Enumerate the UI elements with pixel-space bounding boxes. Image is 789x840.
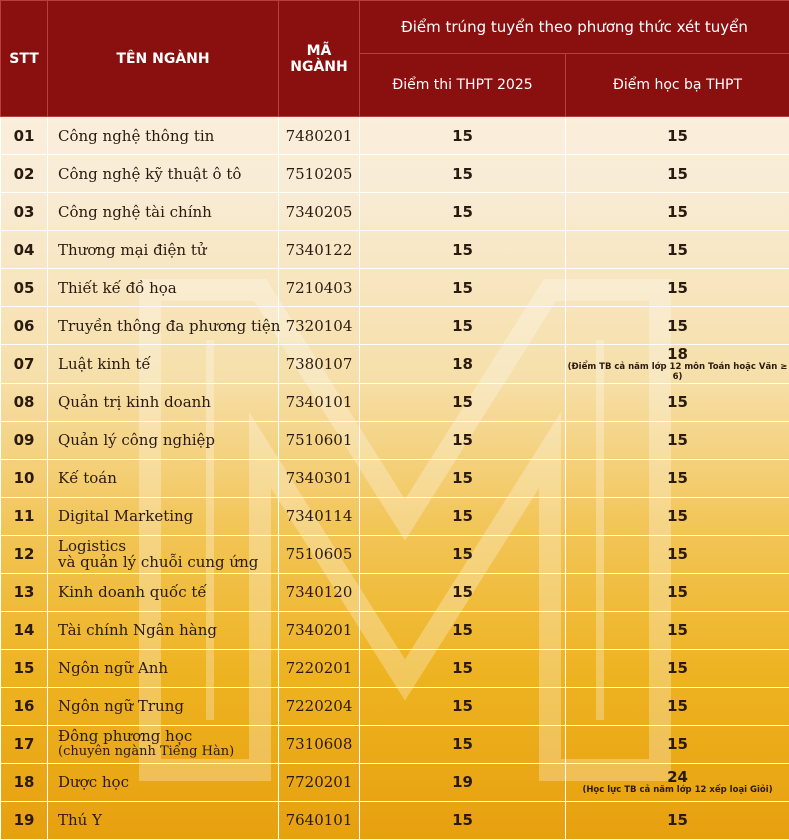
row-name: Quản lý công nghiệp <box>48 421 279 459</box>
row-code: 7640101 <box>279 801 360 839</box>
row-name: Công nghệ tài chính <box>48 193 279 231</box>
row-hocba-score: 15 <box>566 117 789 155</box>
row-code: 7510601 <box>279 421 360 459</box>
row-stt: 15 <box>1 649 48 687</box>
table-row <box>1 117 789 155</box>
row-thpt-score: 15 <box>360 687 566 725</box>
row-hocba-score: 15 <box>566 383 789 421</box>
table-row <box>1 611 789 649</box>
table-row <box>1 307 789 345</box>
row-code: 7510205 <box>279 155 360 193</box>
header-method-group: Điểm trúng tuyển theo phương thức xét tuyển <box>360 1 789 54</box>
row-name: Thú Y <box>48 801 279 839</box>
table-row <box>1 459 789 497</box>
row-name-line1: Logistics <box>58 537 127 556</box>
row-stt: 18 <box>1 763 48 801</box>
row-name-line1: Đông phương học <box>58 727 193 746</box>
row-thpt-score: 15 <box>360 383 566 421</box>
row-code: 7340120 <box>279 573 360 611</box>
row-stt: 12 <box>1 535 48 573</box>
row-thpt-score: 15 <box>360 801 566 839</box>
row-code: 7340101 <box>279 383 360 421</box>
row-code: 7340301 <box>279 459 360 497</box>
table-row <box>1 497 789 535</box>
table-row <box>1 231 789 269</box>
row-stt: 16 <box>1 687 48 725</box>
row-thpt-score: 15 <box>360 193 566 231</box>
row-name: Ngôn ngữ Trung <box>48 687 279 725</box>
row-code: 7720201 <box>279 763 360 801</box>
table-row <box>1 649 789 687</box>
row-hocba-score: 15 <box>566 307 789 345</box>
row-code: 7340205 <box>279 193 360 231</box>
row-hocba-score: 15 <box>566 573 789 611</box>
row-stt: 11 <box>1 497 48 535</box>
row-stt: 01 <box>1 117 48 155</box>
row-thpt-score: 15 <box>360 535 566 573</box>
row-name: Luật kinh tế <box>48 345 279 384</box>
row-name-line2: và quản lý chuỗi cung ứng <box>58 553 259 572</box>
row-stt: 07 <box>1 345 48 384</box>
row-hocba-score: 15 <box>566 535 789 573</box>
row-thpt-score: 15 <box>360 497 566 535</box>
row-stt: 03 <box>1 193 48 231</box>
row-name: Thiết kế đồ họa <box>48 269 279 307</box>
row-thpt-score: 15 <box>360 269 566 307</box>
hocba-score-value: 24 <box>667 768 688 787</box>
table-row <box>1 725 789 763</box>
row-name: Ngôn ngữ Anh <box>48 649 279 687</box>
row-stt: 05 <box>1 269 48 307</box>
row-hocba-score: 15 <box>566 269 789 307</box>
row-hocba-score: 15 <box>566 497 789 535</box>
row-name: Công nghệ thông tin <box>48 117 279 155</box>
header-hocba: Điểm học bạ THPT <box>566 54 789 117</box>
table-row <box>1 421 789 459</box>
header-thpt: Điểm thi THPT 2025 <box>360 54 566 117</box>
hocba-score-note: (Điểm TB cả năm lớp 12 môn Toán hoặc Văn ≥ 6) <box>567 361 788 382</box>
table-row <box>1 573 789 611</box>
row-stt: 14 <box>1 611 48 649</box>
header-code-line1: MÃ <box>306 42 332 59</box>
row-hocba-score <box>566 763 789 801</box>
table-row <box>1 763 789 801</box>
row-hocba-score: 15 <box>566 155 789 193</box>
table-row <box>1 535 789 573</box>
row-code: 7380107 <box>279 345 360 384</box>
row-name: Digital Marketing <box>48 497 279 535</box>
table-row <box>1 269 789 307</box>
row-thpt-score: 15 <box>360 649 566 687</box>
row-hocba-score: 15 <box>566 801 789 839</box>
row-thpt-score: 15 <box>360 725 566 763</box>
row-stt: 04 <box>1 231 48 269</box>
row-name <box>48 725 279 763</box>
row-thpt-score: 18 <box>360 345 566 384</box>
row-hocba-score: 15 <box>566 421 789 459</box>
row-name: Thương mại điện tử <box>48 231 279 269</box>
row-stt: 06 <box>1 307 48 345</box>
row-hocba-score: 15 <box>566 611 789 649</box>
header-code <box>279 1 360 117</box>
row-code: 7340114 <box>279 497 360 535</box>
row-code: 7310608 <box>279 725 360 763</box>
row-thpt-score: 15 <box>360 573 566 611</box>
row-code: 7220204 <box>279 687 360 725</box>
header-code-line2: NGÀNH <box>290 58 348 75</box>
row-thpt-score: 15 <box>360 117 566 155</box>
row-hocba-score: 15 <box>566 231 789 269</box>
row-stt: 02 <box>1 155 48 193</box>
row-stt: 08 <box>1 383 48 421</box>
row-thpt-score: 19 <box>360 763 566 801</box>
row-hocba-score: 15 <box>566 459 789 497</box>
row-hocba-score <box>566 345 789 384</box>
row-code: 7510605 <box>279 535 360 573</box>
header-name: TÊN NGÀNH <box>48 1 279 117</box>
row-code: 7220201 <box>279 649 360 687</box>
row-thpt-score: 15 <box>360 421 566 459</box>
row-thpt-score: 15 <box>360 231 566 269</box>
row-hocba-score: 15 <box>566 649 789 687</box>
row-hocba-score: 15 <box>566 687 789 725</box>
row-thpt-score: 15 <box>360 155 566 193</box>
header-stt: STT <box>1 1 48 117</box>
table-row <box>1 345 789 384</box>
row-name: Kinh doanh quốc tế <box>48 573 279 611</box>
table-row <box>1 383 789 421</box>
row-name: Tài chính Ngân hàng <box>48 611 279 649</box>
row-name: Công nghệ kỹ thuật ô tô <box>48 155 279 193</box>
row-name: Dược học <box>48 763 279 801</box>
table-row <box>1 687 789 725</box>
hocba-score-note: (Học lực TB cả năm lớp 12 xếp loại Giỏi) <box>582 785 773 796</box>
row-thpt-score: 15 <box>360 611 566 649</box>
row-code: 7210403 <box>279 269 360 307</box>
row-thpt-score: 15 <box>360 307 566 345</box>
table-row <box>1 155 789 193</box>
row-name: Kế toán <box>48 459 279 497</box>
row-hocba-score: 15 <box>566 725 789 763</box>
row-name <box>48 535 279 573</box>
row-code: 7480201 <box>279 117 360 155</box>
row-stt: 19 <box>1 801 48 839</box>
row-code: 7340201 <box>279 611 360 649</box>
table-row <box>1 801 789 839</box>
row-name: Truyền thông đa phương tiện <box>48 307 279 345</box>
row-stt: 09 <box>1 421 48 459</box>
table-row <box>1 193 789 231</box>
row-name-line2: (chuyên ngành Tiếng Hàn) <box>58 744 235 760</box>
row-stt: 10 <box>1 459 48 497</box>
row-code: 7320104 <box>279 307 360 345</box>
row-thpt-score: 15 <box>360 459 566 497</box>
row-code: 7340122 <box>279 231 360 269</box>
row-stt: 17 <box>1 725 48 763</box>
row-hocba-score: 15 <box>566 193 789 231</box>
row-name: Quản trị kinh doanh <box>48 383 279 421</box>
hocba-score-value: 18 <box>667 344 688 363</box>
row-stt: 13 <box>1 573 48 611</box>
